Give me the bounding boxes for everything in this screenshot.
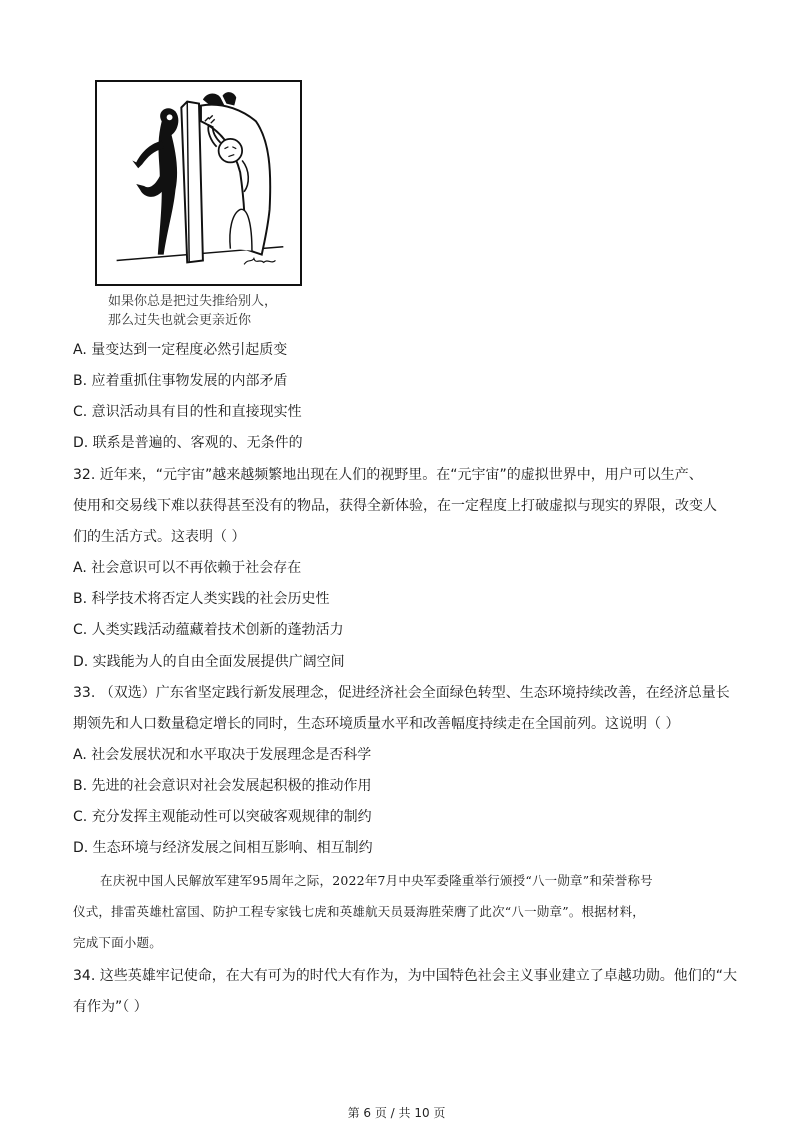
q33-option-a: A. 社会发展状况和水平取决于发展理念是否科学 bbox=[73, 747, 372, 763]
material-line-3: 完成下面小题。 bbox=[73, 935, 162, 950]
material-line-2: 仪式，排雷英雄杜富国、防护工程专家钱七虎和英雄航天员聂海胜荣膺了此次“八一勋章”。根据材料， bbox=[73, 904, 645, 919]
q32-stem-line-3: 们的生活方式。这表明（ ） bbox=[73, 529, 246, 545]
cartoon-illustration bbox=[95, 80, 302, 286]
cartoon-drawing bbox=[97, 82, 300, 284]
q32-option-c: C. 人类实践活动蕴藏着技术创新的蓬勃活力 bbox=[73, 622, 344, 638]
q33-option-d: D. 生态环境与经济发展之间相互影响、相互制约 bbox=[73, 840, 373, 856]
q32-option-b: B. 科学技术将否定人类实践的社会历史性 bbox=[73, 591, 330, 607]
material-line-1: 在庆祝中国人民解放军建军95周年之际，2022年7月中央军委隆重举行颁授“八一勋章”和荣誉称号 bbox=[100, 873, 653, 888]
q32-option-d: D. 实践能为人的自由全面发展提供广阔空间 bbox=[73, 654, 345, 670]
q32-stem-line-2: 使用和交易线下难以获得甚至没有的物品，获得全新体验，在一定程度上打破虚拟与现实的界限，改变人 bbox=[73, 498, 717, 514]
q31-option-c: C. 意识活动具有目的性和直接现实性 bbox=[73, 404, 302, 420]
q34-stem-line-2: 有作为”（ ） bbox=[73, 999, 148, 1015]
q32-option-a: A. 社会意识可以不再依赖于社会存在 bbox=[73, 560, 302, 576]
q33-option-b: B. 先进的社会意识对社会发展起积极的推动作用 bbox=[73, 778, 372, 794]
q31-option-b: B. 应着重抓住事物发展的内部矛盾 bbox=[73, 373, 288, 389]
q32-stem-line-1: 32. 近年来，“元宇宙”越来越频繁地出现在人们的视野里。在“元宇宙”的虚拟世界中，用户可以生产、 bbox=[73, 467, 703, 483]
page-number-footer: 第 6 页 / 共 10 页 bbox=[347, 1106, 446, 1120]
q31-option-a: A. 量变达到一定程度必然引起质变 bbox=[73, 342, 288, 358]
q34-stem-line-1: 34. 这些英雄牢记使命，在大有可为的时代大有作为，为中国特色社会主义事业建立了卓越功勋。他们的“大 bbox=[73, 968, 737, 984]
q33-stem-line-2: 期领先和人口数量稳定增长的同时，生态环境质量水平和改善幅度持续走在全国前列。这说明（ ） bbox=[73, 716, 680, 732]
cartoon-caption-line-1: 如果你总是把过失推给别人， bbox=[108, 294, 278, 309]
cartoon-caption-line-2: 那么过失也就会更亲近你 bbox=[108, 313, 252, 328]
q33-option-c: C. 充分发挥主观能动性可以突破客观规律的制约 bbox=[73, 809, 372, 825]
q33-stem-line-1: 33. （双选）广东省坚定践行新发展理念，促进经济社会全面绿色转型、生态环境持续改善，在经济总量长 bbox=[73, 685, 730, 701]
q31-option-d: D. 联系是普遍的、客观的、无条件的 bbox=[73, 435, 303, 451]
